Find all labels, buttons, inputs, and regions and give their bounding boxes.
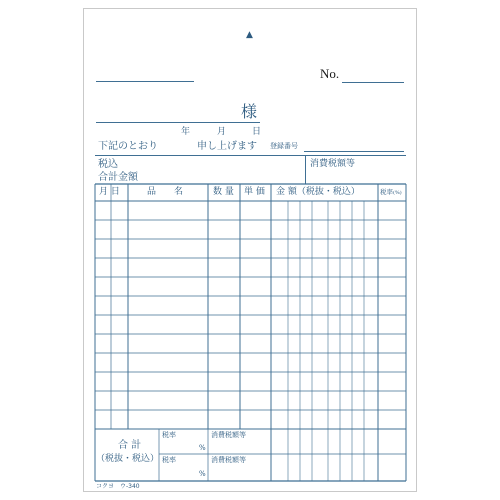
recipient-honorific: 様	[241, 102, 258, 121]
tax-rate-label-2: 税率	[162, 456, 176, 464]
header-tax-rate	[380, 189, 402, 196]
closing-text: 申し上げます	[197, 141, 257, 152]
date-day-label: 日	[252, 127, 262, 137]
consumption-tax-label-1: 消費税額等	[211, 431, 246, 439]
header-item-name: 品 名	[147, 187, 184, 197]
total-amount-label: 合計金額	[98, 172, 138, 183]
consumption-tax-label: 消費税額等	[310, 159, 356, 169]
tax-rate-label-1: 税率	[162, 431, 176, 439]
percent-label-2: %	[199, 470, 206, 478]
header-amount: 金 額（税抜・税込）	[276, 187, 360, 197]
intro-text: 下記のとおり	[98, 141, 158, 152]
header-tax-rate-label: 税率	[380, 188, 393, 196]
header-tax-rate-unit: (%)	[393, 190, 402, 196]
registration-label: 登録番号	[270, 142, 298, 150]
number-label: No.	[320, 66, 340, 81]
item-table-grid	[84, 9, 418, 493]
total-sub-label: （税抜・税込）	[96, 454, 160, 464]
date-year-label: 年	[181, 127, 191, 137]
maker-label: コクヨ ウ-340	[96, 483, 140, 490]
consumption-tax-label-2: 消費税額等	[211, 456, 246, 464]
receipt-form	[83, 8, 417, 492]
header-unit-price: 単 価	[244, 187, 265, 197]
header-month-day: 月 日	[99, 187, 120, 197]
date-month-label: 月	[217, 127, 227, 137]
total-label: 合 計	[118, 440, 142, 451]
tax-included-label: 税込	[98, 159, 118, 170]
percent-label-1: %	[199, 444, 206, 452]
up-arrow-icon: ▲	[246, 30, 253, 40]
header-quantity: 数 量	[213, 187, 234, 197]
